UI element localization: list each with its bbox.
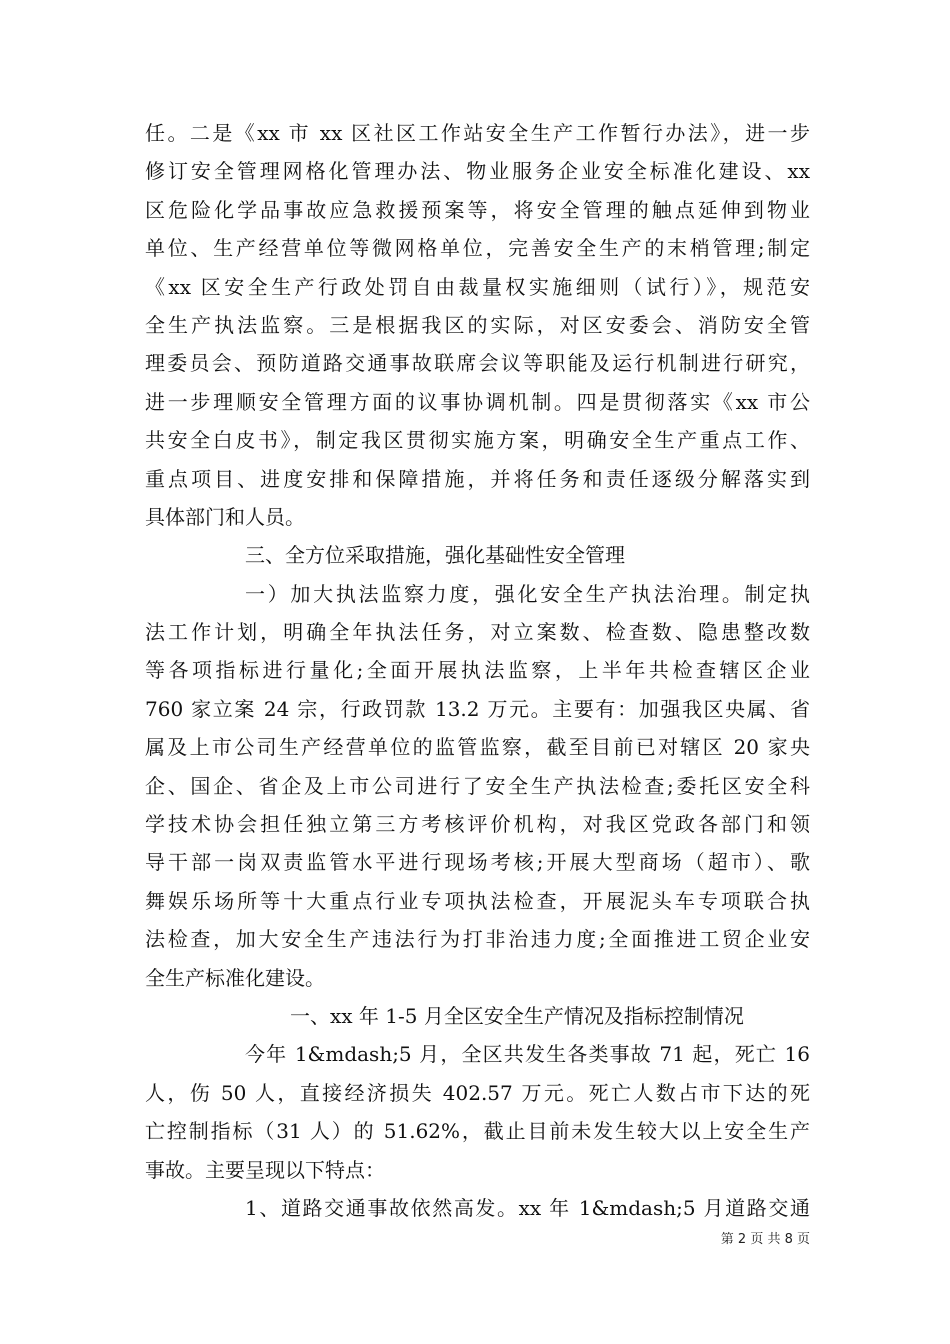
text-line: 今年 1&mdash;5 月，全区共发生各类事故 71 起，死亡 16 xyxy=(245,1042,810,1067)
text-line: 舞娱乐场所等十大重点行业专项执法检查，开展泥头车专项联合执 xyxy=(145,888,810,913)
text-line: 区危险化学品事故应急救援预案等，将安全管理的触点延伸到物业 xyxy=(145,197,810,222)
text-line: 企、国企、省企及上市公司进行了安全生产执法检查;委托区安全科 xyxy=(145,773,810,798)
text-line: 进一步理顺安全管理方面的议事协调机制。四是贯彻落实《xx 市公 xyxy=(145,389,810,414)
text-line: 一）加大执法监察力度，强化安全生产执法治理。制定执 xyxy=(245,581,810,606)
page-number: 第 2 页 共 8 页 xyxy=(720,1232,810,1247)
text-line: 具体部门和人员。 xyxy=(145,504,305,529)
text-line: 法工作计划，明确全年执法任务，对立案数、检查数、隐患整改数 xyxy=(145,620,810,645)
text-line: 一、xx 年 1-5 月全区安全生产情况及指标控制情况 xyxy=(290,1003,744,1028)
text-line: 760 家立案 24 宗，行政罚款 13.2 万元。主要有：加强我区央属、省 xyxy=(145,696,810,721)
text-line: 亡控制指标（31 人）的 51.62%，截止目前未发生较大以上安全生产 xyxy=(145,1119,810,1144)
text-line: 三、全方位采取措施，强化基础性安全管理 xyxy=(245,543,625,568)
text-line: 法检查，加大安全生产违法行为打非治违力度;全面推进工贸企业安 xyxy=(145,927,810,952)
text-line: 重点项目、进度安排和保障措施，并将任务和责任逐级分解落实到 xyxy=(145,466,810,491)
text-line: 学技术协会担任独立第三方考核评价机构，对我区党政各部门和领 xyxy=(145,812,810,837)
text-line: 共安全白皮书》，制定我区贯彻实施方案，明确安全生产重点工作、 xyxy=(145,428,810,453)
text-line: 任。二是《xx 市 xx 区社区工作站安全生产工作暂行办法》，进一步 xyxy=(145,121,810,145)
text-line: 事故。主要呈现以下特点： xyxy=(145,1157,385,1182)
text-line: 修订安全管理网格化管理办法、物业服务企业安全标准化建设、xx xyxy=(145,159,810,184)
text-line: 《xx 区安全生产行政处罚自由裁量权实施细则（试行）》，规范安 xyxy=(145,274,810,299)
text-line: 人，伤 50 人，直接经济损失 402.57 万元。死亡人数占市下达的死 xyxy=(145,1080,810,1105)
text-line: 全生产标准化建设。 xyxy=(145,965,325,990)
text-line: 单位、生产经营单位等微网格单位，完善安全生产的末梢管理;制定 xyxy=(145,236,810,261)
text-line: 理委员会、预防道路交通事故联席会议等职能及运行机制进行研究， xyxy=(145,351,810,376)
text-line: 全生产执法监察。三是根据我区的实际，对区安委会、消防安全管 xyxy=(145,312,810,337)
text-line: 1、道路交通事故依然高发。xx 年 1&mdash;5 月道路交通 xyxy=(245,1195,810,1220)
text-line: 等各项指标进行量化;全面开展执法监察，上半年共检查辖区企业 xyxy=(145,658,810,683)
text-line: 导干部一岗双责监管水平进行现场考核;开展大型商场（超市）、歌 xyxy=(145,850,810,875)
document-body xyxy=(145,114,810,1227)
text-line: 属及上市公司生产经营单位的监管监察，截至目前已对辖区 20 家央 xyxy=(145,735,810,760)
